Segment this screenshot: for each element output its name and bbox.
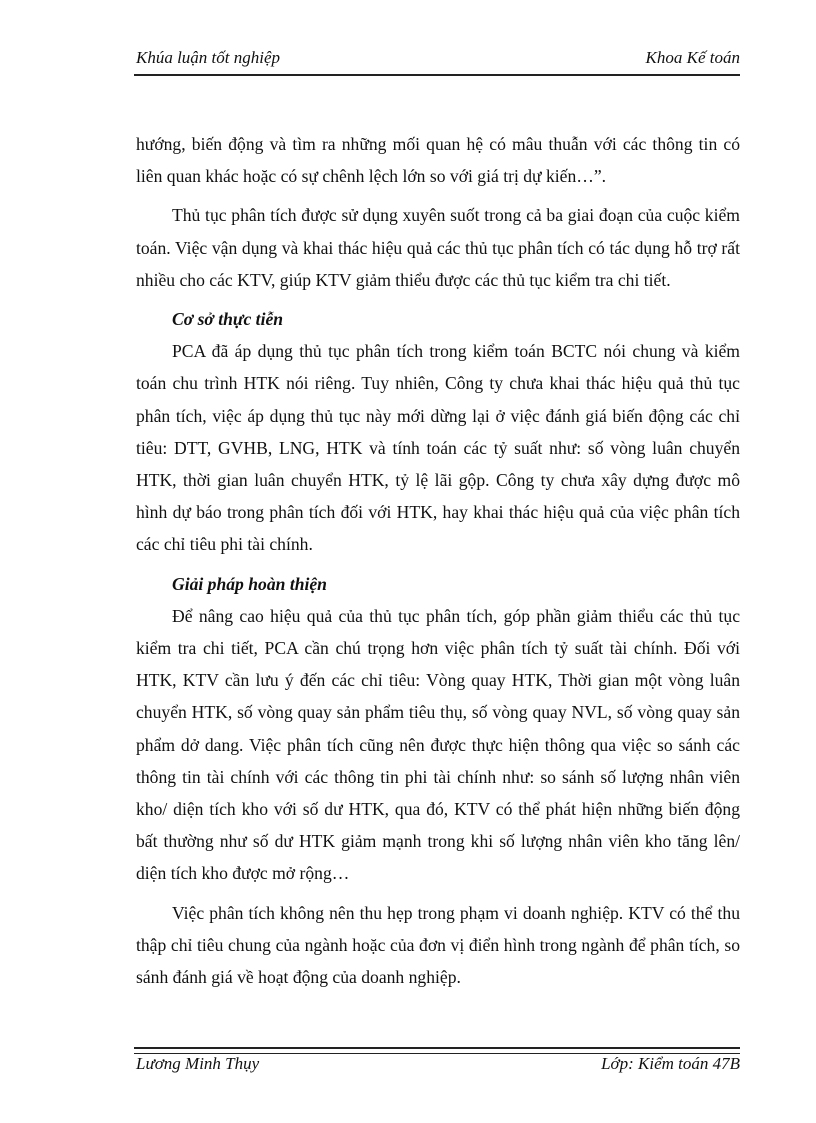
paragraph-analytical-procedures: Thủ tục phân tích được sử dụng xuyên suốt trong cả ba giai đoạn của cuộc kiểm toán. Việc vận dụng và khai thác hiệu quả các thủ tục phân tích có tác dụng hỗ trợ rất nhiều cho các KTV, giúp KTV giảm thiểu được các thủ tục kiểm tra chi tiết. [136,205,740,290]
section-heading-solutions: Giải pháp hoàn thiện [172,573,327,594]
header-right-text: Khoa Kế toán [645,48,740,67]
paragraph-continuation: hướng, biến động và tìm ra những mối quan hệ có mâu thuẫn với các thông tin có liên quan khác hoặc có sự chênh lệch lớn so với giá trị dự kiến…”. [136,134,740,187]
header-divider [134,74,740,76]
footer-author: Lương Minh Thụy [136,1054,260,1073]
section-heading-practical-basis: Cơ sở thực tiễn [172,309,284,330]
page-body [136,128,740,1000]
header-left-text: Khúa luận tốt nghiệp [136,48,281,67]
paragraph-solution-ratios: Để nâng cao hiệu quả của thủ tục phân tích, góp phần giảm thiểu các thủ tục kiểm tra chi tiết, PCA cần chú trọng hơn việc phân tích tỷ suất tài chính. Đối với HTK, KTV cần lưu ý đến các chỉ tiêu: Vòng quay HTK, Thời gian một vòng luân chuyển HTK, số vòng quay sản phẩm tiêu thụ, số vòng quay NVL, số vòng quay sản phẩm dở dang. Việc phân tích cũng nên được thực hiện thông qua việc so sánh các thông tin tài chính với các thông tin phi tài chính như: so sánh số lượng nhân viên kho/ diện tích kho với số dư HTK, qua đó, KTV có thể phát hiện những biến động bất thường như số dư HTK giảm mạnh trong khi số lượng nhân viên kho tăng lên/ diện tích kho được mở rộng… [136,605,740,884]
paragraph-solution-industry: Việc phân tích không nên thu hẹp trong phạm vi doanh nghiệp. KTV có thể thu thập chỉ tiêu chung của ngành hoặc của đơn vị điển hình trong ngành để phân tích, so sánh đánh giá về hoạt động của doanh nghiệp. [136,902,740,988]
footer-divider [134,1047,740,1054]
paragraph-pca-practice: PCA đã áp dụng thủ tục phân tích trong kiểm toán BCTC nói chung và kiểm toán chu trình HTK nói riêng. Tuy nhiên, Công ty chưa khai thác hiệu quả thủ tục phân tích, việc áp dụng thủ tục này mới dừng lại ở việc đánh giá biến động các chỉ tiêu: DTT, GVHB, LNG, HTK và tính toán các tỷ suất như: số vòng luân chuyển HTK, thời gian luân chuyển HTK, tỷ lệ lãi gộp. Công ty chưa xây dựng được mô hình dự báo trong phân tích đối với HTK, hay khai thác hiệu quả của việc phân tích các chỉ tiêu phi tài chính. [136,341,740,555]
page-header [136,48,740,68]
page-footer [136,1054,740,1074]
footer-class: Lớp: Kiểm toán 47B [601,1054,740,1073]
